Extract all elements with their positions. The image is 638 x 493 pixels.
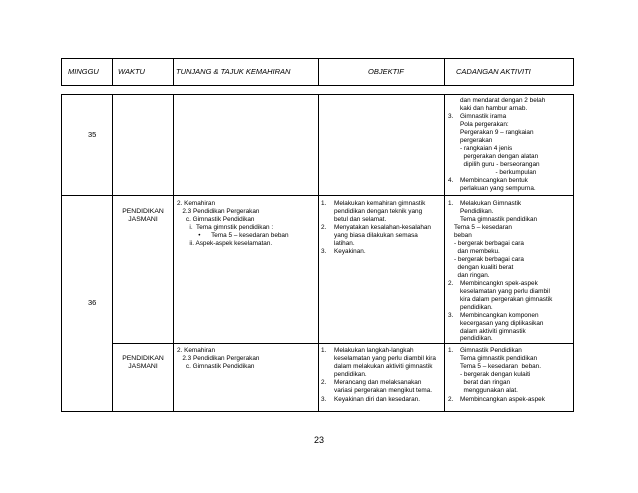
list-item: Tema gimnastik pendidikan — [460, 355, 538, 362]
list-item: - berkumpulan — [460, 169, 537, 176]
list-number: 3. — [448, 312, 454, 319]
list-item: Pendidikan. — [460, 208, 494, 215]
list-number: 4. — [448, 177, 454, 184]
list-item: menggunakan alat. — [460, 387, 518, 394]
list-item: dan ringan. — [454, 272, 490, 279]
list-item: Tema 5 – kesedaran beban. — [460, 363, 542, 370]
list-item: Melakukan langkah-langkah — [334, 347, 414, 354]
list-item: dengan kualiti berat — [454, 264, 514, 271]
list-item: dipilih guru - berseorangan — [460, 161, 540, 168]
list-item: Gimnastik irama — [460, 113, 507, 120]
list-number: 3. — [321, 248, 327, 255]
page-number: 23 — [313, 435, 324, 445]
list-number: 1. — [321, 200, 327, 207]
list-item: Melakukan Gimnastik — [460, 200, 522, 207]
tunjang-line: • Tema 5 – kesedaran beban — [177, 232, 289, 239]
list-item: Keyakinan. — [334, 248, 366, 255]
list-item: Tema 5 – kesedaran — [454, 224, 512, 231]
list-number: 2. — [448, 396, 454, 403]
header-objektif: OBJEKTIF — [368, 67, 404, 76]
list-item: Membincangkn spek-aspek — [460, 280, 538, 287]
list-item: dan mendarat dengan 2 belah — [460, 97, 546, 104]
list-item: dalam melakukan aktiviti gimnastik — [334, 363, 433, 370]
list-item: Gimnastik Pendidikan — [460, 347, 522, 354]
subject-label — [113, 355, 173, 372]
list-number: 2. — [321, 379, 327, 386]
header-waktu: WAKTU — [118, 67, 145, 76]
list-item: pendidikan dengan teknik yang — [334, 208, 423, 215]
list-item: pendidikan. — [334, 371, 367, 378]
tunjang-line: c. Gimnastik Pendidikan — [177, 363, 255, 370]
list-number: 3. — [448, 113, 454, 120]
list-item: Menyatakan kesalahan-kesalahan — [334, 224, 431, 231]
list-item: keselamatan yang perlu diambil — [460, 288, 550, 295]
list-item: Merancang dan melaksanakan — [334, 379, 422, 386]
tunjang-line: 2. Kemahiran — [177, 200, 216, 207]
tunjang-line: 2.3 Pendidikan Pergerakan — [177, 355, 260, 362]
list-item: dan membeku. — [454, 248, 500, 255]
list-item: - rangkaian 4 jenis — [460, 145, 513, 152]
list-item: - bergerak berbagai cara — [454, 256, 524, 263]
tunjang-line: 2. Kemahiran — [177, 347, 216, 354]
list-item: yang biasa dilakukan semasa — [334, 232, 418, 239]
list-item: pergerakan dengan alatan — [460, 153, 539, 160]
list-item: - bergerak dengan kulaiti — [460, 371, 531, 378]
subject-line: JASMANI — [128, 216, 158, 224]
list-item: berat dan ringan — [460, 379, 511, 386]
column-divider — [444, 94, 445, 412]
header-divider — [444, 58, 445, 86]
list-item: Pola pergerakan: — [460, 121, 509, 128]
row-divider — [61, 195, 574, 196]
row-divider — [112, 343, 574, 344]
list-number: 3. — [321, 396, 327, 403]
list-item: - bergerak berbagai cara — [454, 240, 524, 247]
header-tunjang: TUNJANG & TAJUK KEMAHIRAN — [176, 67, 291, 76]
tunjang-line: 2.3 Pendidikan Pergerakan — [177, 208, 260, 215]
tunjang-line: ii. Aspek-aspek keselamatan. — [177, 240, 273, 247]
subject-label — [113, 208, 173, 225]
subject-line: PENDIDIKAN — [122, 208, 164, 215]
list-item: betul dan selamat. — [334, 216, 387, 223]
header-minggu: MINGGU — [68, 67, 99, 76]
list-item: dalam aktiviti gimnastik — [460, 328, 526, 335]
subject-line: PENDIDIKAN — [122, 355, 164, 362]
list-number: 1. — [321, 347, 327, 354]
list-item: Membincangkan aspek-aspek — [460, 396, 545, 403]
tunjang-line: i. Tema gimnstik pendidikan : — [177, 224, 274, 231]
list-number: 2. — [321, 224, 327, 231]
header-divider — [112, 58, 113, 86]
list-item: pendidikan. — [460, 304, 493, 311]
list-item: Keyakinan diri dan kesedaran. — [334, 396, 420, 403]
list-item: Pergerakan 9 – rangkaian — [460, 129, 534, 136]
subject-line: JASMANI — [128, 363, 158, 371]
header-cadangan: CADANGAN AKTIVITI — [456, 67, 531, 76]
column-divider — [318, 94, 319, 412]
list-item: Melakukan kemahiran gimnastik — [334, 200, 426, 207]
week-number: 36 — [88, 298, 97, 307]
list-item: keselamatan yang perlu diambil kira — [334, 355, 436, 362]
list-item: pergerakan — [460, 137, 493, 144]
list-item: Membincangkan komponen — [460, 312, 539, 319]
list-item: variasi pergerakan mengikut tema. — [334, 387, 433, 394]
list-item: Tema gimnastik pendidikan — [460, 216, 538, 223]
column-divider — [173, 94, 174, 412]
list-number: 1. — [448, 347, 454, 354]
list-item: kira dalam pergerakan gimnastik — [460, 296, 553, 303]
list-item: perlakuan yang sempurna. — [460, 185, 536, 192]
list-number: 2. — [448, 280, 454, 287]
header-divider — [173, 58, 174, 86]
list-item: pendidikan. — [460, 335, 493, 342]
week-number: 35 — [88, 130, 97, 139]
list-item: beban — [454, 232, 472, 239]
list-number: 1. — [448, 200, 454, 207]
header-divider — [318, 58, 319, 86]
list-item: latihan. — [334, 240, 355, 247]
list-item: Membincangkan bentuk — [460, 177, 528, 184]
tunjang-line: c. Gimnastik Pendidikan — [177, 216, 255, 223]
list-item: kaki dan hambur arnab. — [460, 105, 528, 112]
list-item: kecergasan yang diplikasikan — [460, 320, 544, 327]
